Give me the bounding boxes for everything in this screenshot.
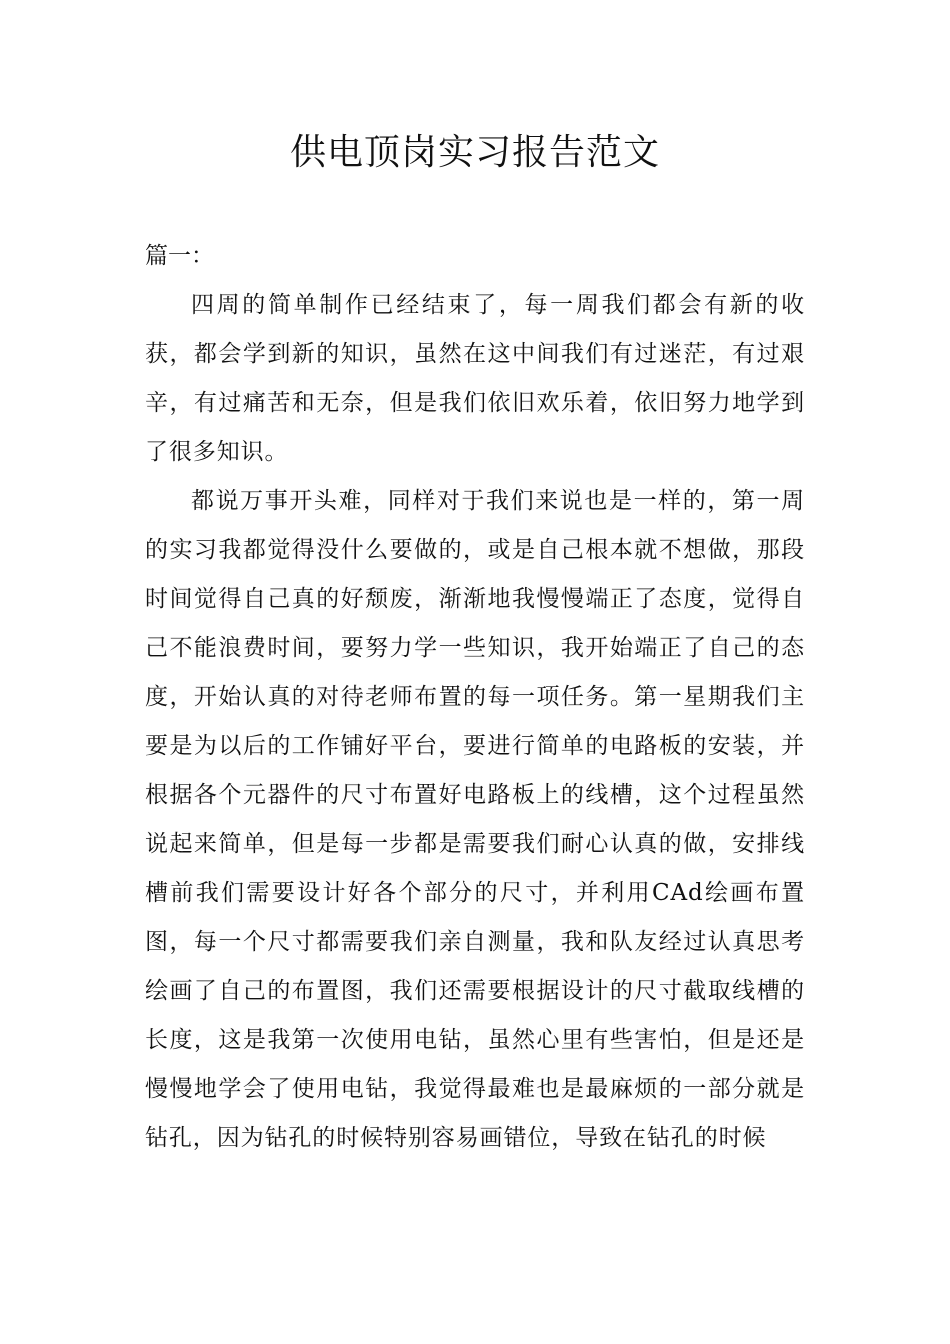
paragraph-1: 四周的简单制作已经结束了，每一周我们都会有新的收获，都会学到新的知识，虽然在这中间我们有过迷茫，有过艰辛，有过痛苦和无奈，但是我们依旧欢乐着，依旧努力地学到了很多知识。 [145, 292, 805, 465]
document-title: 供电顶岗实习报告范文 [289, 132, 660, 173]
section-label: 篇一： [145, 243, 214, 269]
paragraph-2: 都说万事开头难，同样对于我们来说也是一样的，第一周的实习我都觉得没什么要做的，或是自己根本就不想做，那段时间觉得自己真的好颓废，渐渐地我慢慢端正了态度，觉得自己不能浪费时间，要努力学一些知识，我开始端正了自己的态度，开始认真的对待老师布置的每一项任务。第一星期我们主要是为以后的工作铺好平台，要进行简单的电路板的安装，并根据各个元器件的尺寸布置好电路板上的线槽，这个过程虽然说起来简单，但是每一步都是需要我们耐心认真的做，安排线槽前我们需要设计好各个部分的尺寸，并利用CAd绘画布置图，每一个尺寸都需要我们亲自测量，我和队友经过认真思考绘画了自己的布置图，我们还需要根据设计的尺寸截取线槽的长度，这是我第一次使用电钻，虽然心里有些害怕，但是还是慢慢地学会了使用电钻，我觉得最难也是最麻烦的一部分就是钻孔，因为钻孔的时候特别容易画错位，导致在钻孔的时候 [145, 488, 805, 1151]
